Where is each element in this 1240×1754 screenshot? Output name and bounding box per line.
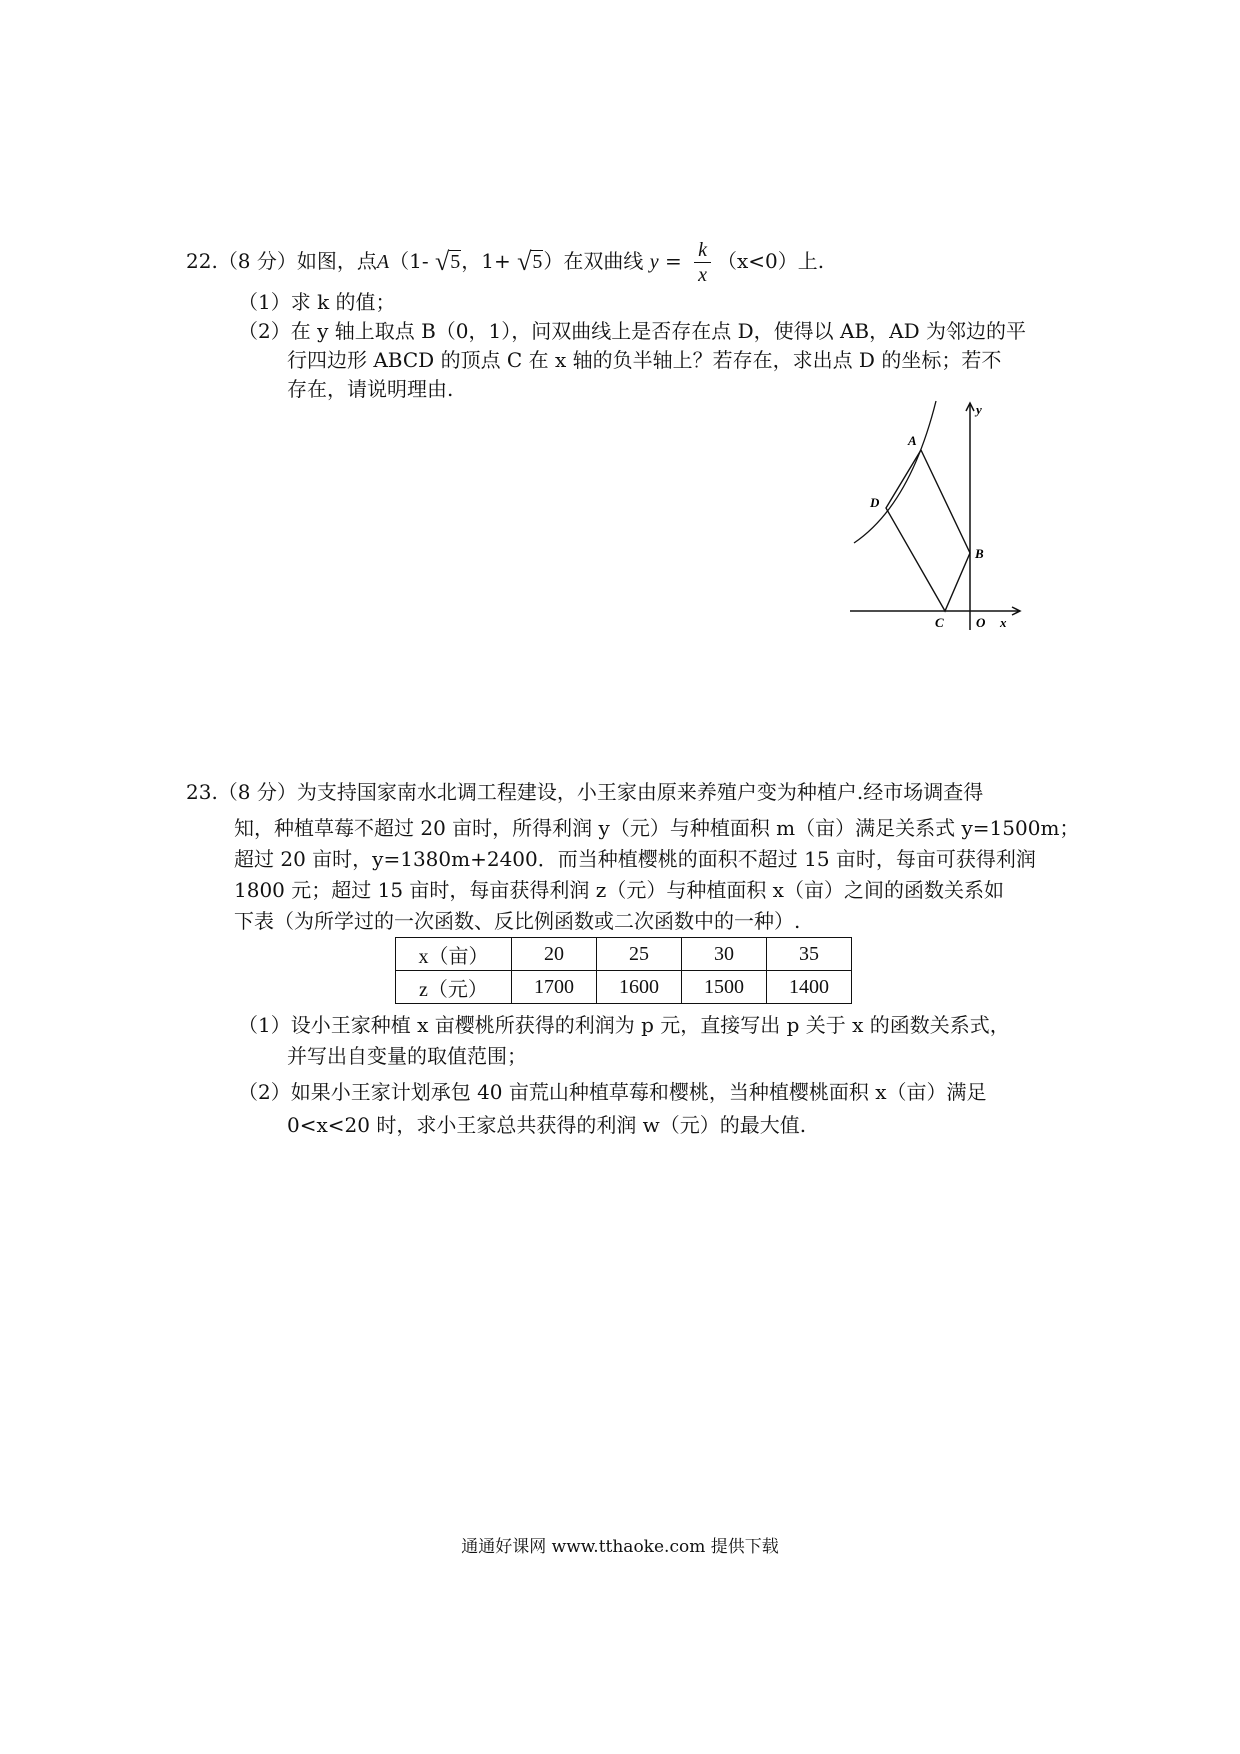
table-cell: 20 [512,938,597,971]
q22-line-1 [186,238,824,287]
q22-part-1: （1）求 k 的值； [238,290,396,314]
table-row [396,971,852,1004]
q22-comma: ，1+ [461,249,518,273]
label-b: B [975,546,984,561]
label-y: y [976,402,982,417]
q22-part-2-line-2: 行四边形 ABCD 的顶点 C 在 x 轴的负半轴上？若存在，求出点 D 的坐标；若不 [287,348,1002,372]
q23-line-3: 超过 20 亩时，y=1380m+2400．而当种植樱桃的面积不超过 15 亩时，每亩可获得利润 [234,847,1036,871]
q22-condition: （x<0）上. [717,249,825,273]
table-cell: 30 [682,938,767,971]
label-a: A [908,433,917,448]
fraction-k-over-x: $\frac{k}{x}$ [694,238,711,287]
table-header-z: z（元） [396,971,512,1004]
table-cell: 1600 [597,971,682,1004]
table-cell: 1700 [512,971,597,1004]
q22-number: 22. [186,249,218,273]
table-header-x: x（亩） [396,938,512,971]
q23-line-4: 1800 元；超过 15 亩时，每亩获得利润 z（元）与种植面积 x（亩）之间的函数关系如 [234,878,1004,902]
label-d: D [870,495,880,510]
q23-part-2-line-1: （2）如果小王家计划承包 40 亩荒山种植草莓和樱桃，当种植樱桃面积 x（亩）满足 [238,1080,987,1104]
label-o: O [976,615,986,630]
q23-line-1: 23.（8 分）为支持国家南水北调工程建设，小王家由原来养殖户变为种植户.经市场调查得 [186,780,984,804]
q23-part-1-line-1: （1）设小王家种植 x 亩樱桃所获得的利润为 p 元，直接写出 p 关于 x 的函数关系式， [238,1013,1010,1037]
sqrt-five-1: √5 [434,247,461,276]
q23-line-2: 知，种植草莓不超过 20 亩时，所得利润 y（元）与种植面积 m（亩）满足关系式 y=1500m； [234,816,1080,840]
q22-points: （8 分） [217,249,297,273]
table-row [396,938,852,971]
equals-sign: = [658,249,689,273]
q23-part-2-line-2: 0<x<20 时，求小王家总共获得的利润 w（元）的最大值. [287,1113,807,1137]
label-c: C [935,615,944,630]
table-cell: 35 [767,938,852,971]
q23-part-1-line-2: 并写出自变量的取值范围； [287,1044,527,1068]
label-x: x [1000,615,1007,630]
q22-close: ）在双曲线 [543,249,644,273]
parallelogram-abcd [886,450,970,611]
table-cell: 1500 [682,971,767,1004]
q22-part-2-line-3: 存在，请说明理由. [287,377,454,401]
q22-open: （1- [389,249,435,273]
data-table [395,937,852,1004]
sqrt-five-2: √5 [517,247,543,276]
q23-line-5: 下表（为所学过的一次函数、反比例函数或二次函数中的一种）. [234,909,801,933]
table-cell: 1400 [767,971,852,1004]
q22-lead: 如图，点 [296,249,377,273]
var-y: y [649,251,659,273]
footer-source: 通通好课网 www.tthaoke.com 提供下载 [461,1537,779,1557]
table-cell: 25 [597,938,682,971]
point-a-label: A [376,251,390,273]
hyperbola-curve [854,401,936,543]
geometry-figure [830,395,1030,635]
q22-part-2-line-1: （2）在 y 轴上取点 B（0，1），问双曲线上是否存在点 D，使得以 AB，AD 为邻边的平 [238,319,1026,343]
